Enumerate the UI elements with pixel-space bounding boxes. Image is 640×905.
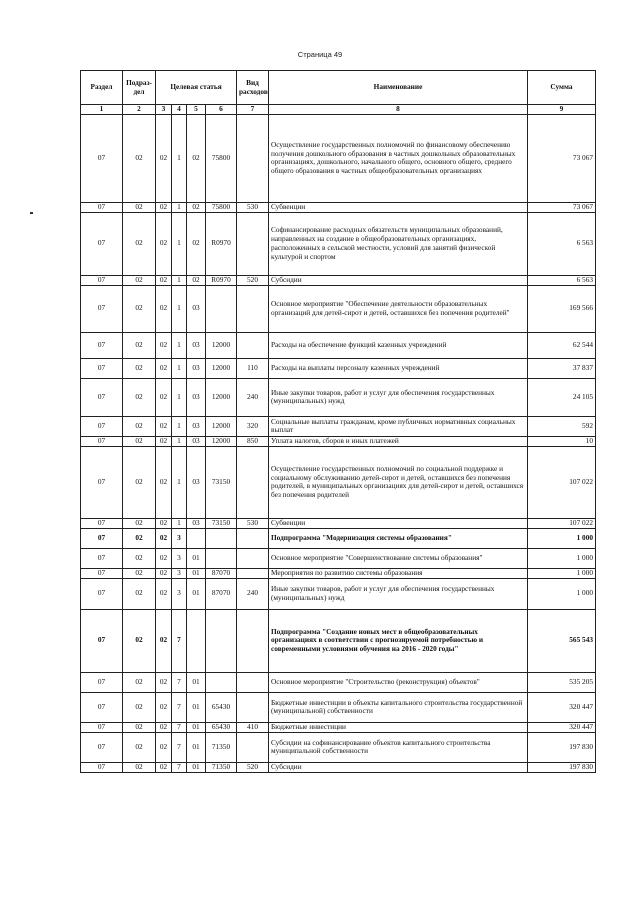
cell-program: 02 <box>156 436 172 446</box>
cell-sum: 1 000 <box>528 578 596 609</box>
cell-sum: 1 000 <box>528 548 596 568</box>
cell-subprogram: 1 <box>172 358 187 378</box>
cell-program: 02 <box>156 332 172 358</box>
cell-direction: 73150 <box>206 446 237 518</box>
cell-vid <box>237 528 269 548</box>
cell-name: Осуществление государственных полномочий по социальной поддержке и социальному обслуживанию детей-сирот и детей, оставшихся без попечения родителей, в муниципальных организациях для детей-сирот и детей, оставшихся без попечения родителей <box>269 446 528 518</box>
cell-program: 02 <box>156 416 172 436</box>
cell-name: Субсидии на софинансирование объектов капитального строительства муниципальной собственности <box>269 732 528 762</box>
cell-vid <box>237 568 269 578</box>
cell-razdel: 07 <box>81 436 123 446</box>
cell-razdel: 07 <box>81 722 123 732</box>
table-row <box>81 609 596 672</box>
cell-direction: 65430 <box>206 692 237 722</box>
column-number-row <box>81 105 596 115</box>
cell-program: 02 <box>156 762 172 772</box>
cell-direction: 75800 <box>206 114 237 202</box>
cell-vid <box>237 212 269 275</box>
cell-measure: 01 <box>187 732 206 762</box>
page-number-label: Страница 49 <box>297 50 343 59</box>
cell-program: 02 <box>156 378 172 416</box>
cell-razdel: 07 <box>81 202 123 212</box>
cell-podrazdel: 02 <box>123 212 156 275</box>
cell-name: Основное мероприятие "Совершенствование системы образования" <box>269 548 528 568</box>
cell-name: Субвенции <box>269 518 528 528</box>
cell-name: Софинансирование расходных обязательств муниципальных образований, направленных на создание в общеобразовательных организациях, расположенных в сельской местности, условий для занятий физической культурой и спортом <box>269 212 528 275</box>
cell-sum: 320 447 <box>528 692 596 722</box>
table-row <box>81 285 596 332</box>
table-row <box>81 672 596 692</box>
cell-podrazdel: 02 <box>123 609 156 672</box>
cell-subprogram: 1 <box>172 416 187 436</box>
col-number: 2 <box>123 105 156 115</box>
cell-sum: 169 566 <box>528 285 596 332</box>
cell-measure: 01 <box>187 762 206 772</box>
cell-name: Субсидии <box>269 275 528 285</box>
cell-measure: 01 <box>187 692 206 722</box>
cell-podrazdel: 02 <box>123 722 156 732</box>
table-row <box>81 548 596 568</box>
cell-sum: 6 563 <box>528 275 596 285</box>
cell-program: 02 <box>156 692 172 722</box>
cell-direction: 71350 <box>206 732 237 762</box>
cell-direction: 12000 <box>206 416 237 436</box>
table-row <box>81 358 596 378</box>
cell-program: 02 <box>156 568 172 578</box>
table-row <box>81 762 596 772</box>
cell-name: Подпрограмма "Создание новых мест в общеобразовательных организациях в соответствии с прогнозируемой потребностью и современными условиями обучения на 2016 - 2020 годы" <box>269 609 528 672</box>
cell-subprogram: 1 <box>172 378 187 416</box>
header-celevaya: Целевая статья <box>156 71 237 105</box>
cell-measure: 02 <box>187 202 206 212</box>
cell-sum: 107 022 <box>528 446 596 518</box>
table-row <box>81 732 596 762</box>
cell-direction: 12000 <box>206 358 237 378</box>
cell-podrazdel: 02 <box>123 275 156 285</box>
cell-subprogram: 7 <box>172 692 187 722</box>
cell-direction: R0970 <box>206 275 237 285</box>
table-row <box>81 518 596 528</box>
cell-direction: 12000 <box>206 436 237 446</box>
cell-sum: 565 543 <box>528 609 596 672</box>
cell-vid: 410 <box>237 722 269 732</box>
col-number: 6 <box>206 105 237 115</box>
cell-measure: 01 <box>187 672 206 692</box>
cell-name: Осуществление государственных полномочий по финансовому обеспечению получения дошкольного образования в частных дошкольных образовательных организациях, дошкольного, начального общего, основного общего, среднего общего образования в частных общеобразовательных организациях <box>269 114 528 202</box>
cell-sum: 107 022 <box>528 518 596 528</box>
cell-program: 02 <box>156 212 172 275</box>
cell-subprogram: 1 <box>172 518 187 528</box>
col-number: 9 <box>528 105 596 115</box>
cell-measure <box>187 528 206 548</box>
cell-direction <box>206 528 237 548</box>
cell-subprogram: 3 <box>172 528 187 548</box>
cell-direction <box>206 609 237 672</box>
cell-measure: 03 <box>187 436 206 446</box>
table-row <box>81 202 596 212</box>
cell-program: 02 <box>156 358 172 378</box>
cell-razdel: 07 <box>81 446 123 518</box>
cell-razdel: 07 <box>81 548 123 568</box>
cell-sum: 6 563 <box>528 212 596 275</box>
cell-subprogram: 7 <box>172 762 187 772</box>
cell-subprogram: 3 <box>172 548 187 568</box>
cell-podrazdel: 02 <box>123 285 156 332</box>
cell-vid <box>237 114 269 202</box>
cell-direction: 12000 <box>206 378 237 416</box>
cell-subprogram: 3 <box>172 578 187 609</box>
cell-podrazdel: 02 <box>123 762 156 772</box>
cell-direction: 87070 <box>206 578 237 609</box>
cell-measure: 03 <box>187 332 206 358</box>
cell-sum: 320 447 <box>528 722 596 732</box>
cell-measure: 02 <box>187 212 206 275</box>
col-number: 7 <box>237 105 269 115</box>
header-podrazdel: Подраз-дел <box>123 71 156 105</box>
cell-vid <box>237 446 269 518</box>
cell-sum: 62 544 <box>528 332 596 358</box>
cell-subprogram: 7 <box>172 722 187 732</box>
table-row <box>81 416 596 436</box>
cell-subprogram: 1 <box>172 285 187 332</box>
cell-name: Уплата налогов, сборов и иных платежей <box>269 436 528 446</box>
cell-direction: 75800 <box>206 202 237 212</box>
cell-measure: 03 <box>187 416 206 436</box>
cell-subprogram: 1 <box>172 446 187 518</box>
cell-podrazdel: 02 <box>123 378 156 416</box>
cell-program: 02 <box>156 609 172 672</box>
cell-program: 02 <box>156 285 172 332</box>
cell-program: 02 <box>156 672 172 692</box>
table-row <box>81 578 596 609</box>
cell-sum: 592 <box>528 416 596 436</box>
cell-direction: 73150 <box>206 518 237 528</box>
header-row <box>81 71 596 105</box>
cell-measure: 03 <box>187 358 206 378</box>
cell-vid: 320 <box>237 416 269 436</box>
table-row <box>81 568 596 578</box>
cell-name: Бюджетные инвестиции в объекты капитального строительства государственной (муниципальной) собственности <box>269 692 528 722</box>
cell-podrazdel: 02 <box>123 446 156 518</box>
cell-vid: 110 <box>237 358 269 378</box>
cell-name: Расходы на выплаты персоналу казенных учреждений <box>269 358 528 378</box>
cell-name: Субсидии <box>269 762 528 772</box>
cell-podrazdel: 02 <box>123 358 156 378</box>
header-razdel: Раздел <box>81 71 123 105</box>
col-number: 5 <box>187 105 206 115</box>
cell-subprogram: 7 <box>172 609 187 672</box>
cell-vid <box>237 609 269 672</box>
cell-razdel: 07 <box>81 692 123 722</box>
cell-razdel: 07 <box>81 568 123 578</box>
cell-podrazdel: 02 <box>123 416 156 436</box>
cell-name: Иные закупки товаров, работ и услуг для обеспечения государственных (муниципальных) нужд <box>269 378 528 416</box>
cell-subprogram: 3 <box>172 568 187 578</box>
cell-name: Социальные выплаты гражданам, кроме публичных нормативных социальных выплат <box>269 416 528 436</box>
header-sum: Сумма <box>528 71 596 105</box>
cell-razdel: 07 <box>81 672 123 692</box>
cell-podrazdel: 02 <box>123 332 156 358</box>
header-name: Наименование <box>269 71 528 105</box>
cell-podrazdel: 02 <box>123 548 156 568</box>
cell-name: Основное мероприятие "Строительство (реконструкция) объектов" <box>269 672 528 692</box>
cell-razdel: 07 <box>81 358 123 378</box>
table-row <box>81 436 596 446</box>
cell-vid: 530 <box>237 202 269 212</box>
table-row <box>81 212 596 275</box>
cell-direction: 71350 <box>206 762 237 772</box>
cell-podrazdel: 02 <box>123 202 156 212</box>
cell-sum: 197 830 <box>528 762 596 772</box>
col-number: 1 <box>81 105 123 115</box>
cell-program: 02 <box>156 202 172 212</box>
cell-measure: 03 <box>187 285 206 332</box>
header-vid: Вид расходов <box>237 71 269 105</box>
budget-table <box>80 70 596 773</box>
cell-program: 02 <box>156 446 172 518</box>
cell-program: 02 <box>156 732 172 762</box>
cell-direction: R0970 <box>206 212 237 275</box>
cell-program: 02 <box>156 548 172 568</box>
cell-razdel: 07 <box>81 285 123 332</box>
table-row <box>81 692 596 722</box>
cell-measure: 03 <box>187 378 206 416</box>
cell-razdel: 07 <box>81 762 123 772</box>
col-number: 8 <box>269 105 528 115</box>
cell-razdel: 07 <box>81 578 123 609</box>
cell-razdel: 07 <box>81 416 123 436</box>
cell-vid <box>237 332 269 358</box>
table-row <box>81 722 596 732</box>
cell-subprogram: 1 <box>172 332 187 358</box>
cell-measure: 03 <box>187 518 206 528</box>
cell-subprogram: 1 <box>172 114 187 202</box>
cell-direction: 65430 <box>206 722 237 732</box>
table-row <box>81 332 596 358</box>
cell-razdel: 07 <box>81 518 123 528</box>
cell-program: 02 <box>156 578 172 609</box>
cell-podrazdel: 02 <box>123 114 156 202</box>
cell-subprogram: 7 <box>172 672 187 692</box>
cell-program: 02 <box>156 528 172 548</box>
cell-sum: 197 830 <box>528 732 596 762</box>
cell-sum: 1 000 <box>528 568 596 578</box>
cell-podrazdel: 02 <box>123 732 156 762</box>
cell-vid: 520 <box>237 275 269 285</box>
col-number: 3 <box>156 105 172 115</box>
cell-sum: 535 205 <box>528 672 596 692</box>
cell-subprogram: 7 <box>172 732 187 762</box>
cell-subprogram: 1 <box>172 202 187 212</box>
cell-razdel: 07 <box>81 609 123 672</box>
cell-vid <box>237 732 269 762</box>
cell-podrazdel: 02 <box>123 436 156 446</box>
cell-podrazdel: 02 <box>123 672 156 692</box>
cell-name: Бюджетные инвестиции <box>269 722 528 732</box>
cell-program: 02 <box>156 275 172 285</box>
cell-direction <box>206 285 237 332</box>
cell-direction <box>206 548 237 568</box>
cell-vid <box>237 672 269 692</box>
cell-name: Основное мероприятие "Обеспечение деятельности образовательных организаций для детей-сирот и детей, оставшихся без попечения родителей" <box>269 285 528 332</box>
cell-measure: 03 <box>187 446 206 518</box>
cell-vid <box>237 285 269 332</box>
cell-sum: 1 000 <box>528 528 596 548</box>
cell-podrazdel: 02 <box>123 568 156 578</box>
table-row <box>81 275 596 285</box>
cell-measure: 02 <box>187 114 206 202</box>
cell-sum: 73 067 <box>528 114 596 202</box>
col-number: 4 <box>172 105 187 115</box>
cell-program: 02 <box>156 722 172 732</box>
cell-direction: 87070 <box>206 568 237 578</box>
cell-razdel: 07 <box>81 732 123 762</box>
cell-sum: 10 <box>528 436 596 446</box>
cell-podrazdel: 02 <box>123 578 156 609</box>
cell-measure: 01 <box>187 578 206 609</box>
cell-measure: 02 <box>187 275 206 285</box>
cell-razdel: 07 <box>81 378 123 416</box>
cell-subprogram: 1 <box>172 275 187 285</box>
cell-sum: 37 837 <box>528 358 596 378</box>
scan-mark <box>30 212 33 214</box>
cell-razdel: 07 <box>81 212 123 275</box>
cell-name: Иные закупки товаров, работ и услуг для обеспечения государственных (муниципальных) нужд <box>269 578 528 609</box>
cell-vid: 530 <box>237 518 269 528</box>
table-row <box>81 378 596 416</box>
cell-razdel: 07 <box>81 528 123 548</box>
table-row <box>81 114 596 202</box>
table-row <box>81 446 596 518</box>
cell-measure: 01 <box>187 568 206 578</box>
cell-measure: 01 <box>187 722 206 732</box>
cell-vid: 240 <box>237 578 269 609</box>
cell-sum: 73 067 <box>528 202 596 212</box>
cell-sum: 24 105 <box>528 378 596 416</box>
cell-measure: 01 <box>187 548 206 568</box>
cell-program: 02 <box>156 518 172 528</box>
cell-razdel: 07 <box>81 332 123 358</box>
cell-razdel: 07 <box>81 275 123 285</box>
cell-name: Подпрограмма "Модернизация системы образования" <box>269 528 528 548</box>
cell-name: Субвенции <box>269 202 528 212</box>
cell-vid <box>237 692 269 722</box>
cell-name: Мероприятия по развитию системы образования <box>269 568 528 578</box>
cell-subprogram: 1 <box>172 436 187 446</box>
cell-vid <box>237 548 269 568</box>
cell-razdel: 07 <box>81 114 123 202</box>
cell-vid: 520 <box>237 762 269 772</box>
cell-direction <box>206 672 237 692</box>
cell-podrazdel: 02 <box>123 518 156 528</box>
cell-name: Расходы на обеспечение функций казенных учреждений <box>269 332 528 358</box>
cell-measure <box>187 609 206 672</box>
cell-vid: 850 <box>237 436 269 446</box>
table-body <box>81 114 596 772</box>
cell-vid: 240 <box>237 378 269 416</box>
table-row <box>81 528 596 548</box>
cell-podrazdel: 02 <box>123 692 156 722</box>
cell-program: 02 <box>156 114 172 202</box>
cell-direction: 12000 <box>206 332 237 358</box>
cell-podrazdel: 02 <box>123 528 156 548</box>
cell-subprogram: 1 <box>172 212 187 275</box>
